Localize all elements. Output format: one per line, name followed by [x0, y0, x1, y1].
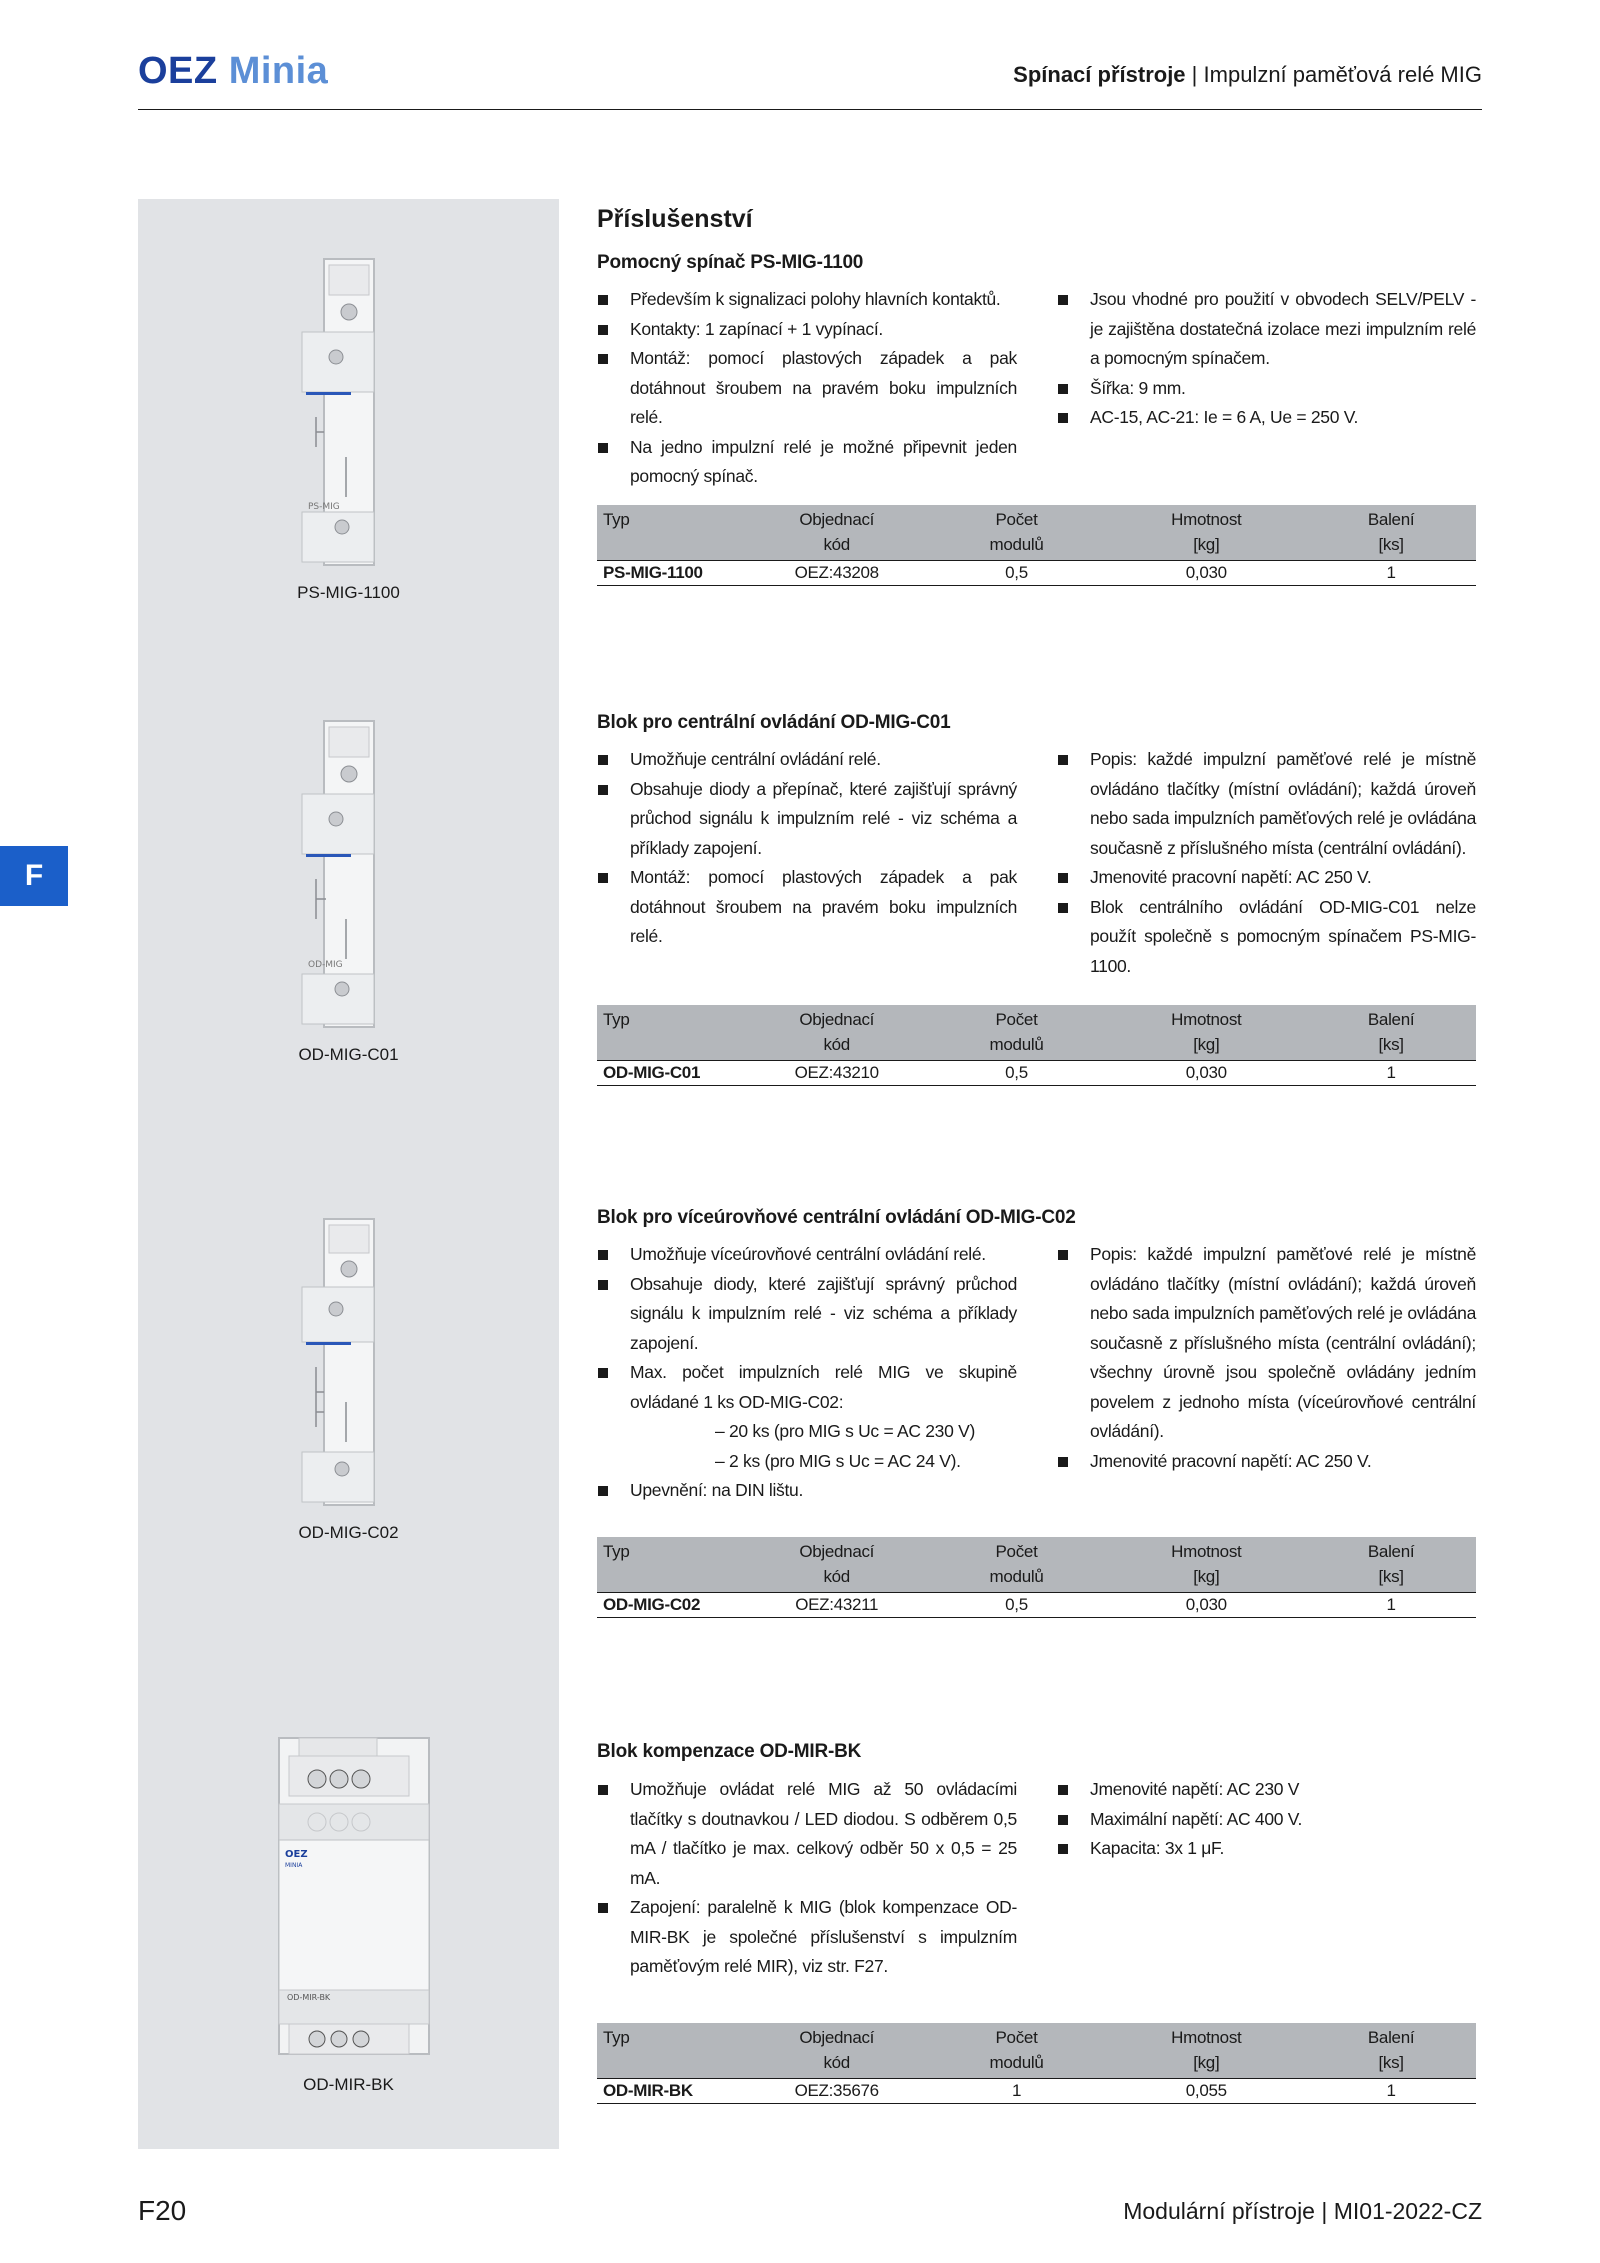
- table-header-row: [597, 2023, 1476, 2079]
- header-breadcrumb: [1013, 62, 1482, 88]
- col-kod: Objednací kód: [799, 510, 875, 554]
- bullet-item: Jsou vhodné pro použití v obvodech SELV/PELV - je zajištěna dostatečná izolace mezi impulzním relé a pomocným spínačem.: [1057, 285, 1476, 374]
- col-kod: Objednací kód: [799, 2028, 875, 2072]
- cell-kod: OEZ:35676: [747, 2079, 927, 2104]
- bullet-item: Umožňuje víceúrovňové centrální ovládání relé.: [597, 1240, 1017, 1270]
- col-pocet: Počet modulů: [989, 510, 1044, 554]
- table-row: [597, 561, 1476, 586]
- bullet-item: Jmenovité pracovní napětí: AC 250 V.: [1057, 1447, 1476, 1477]
- bullet-item: Upevnění: na DIN lištu.: [597, 1476, 1017, 1506]
- bullets-right-od-mir-bk: [1057, 1775, 1476, 1864]
- block-title-ps-mig-1100: Pomocný spínač PS-MIG-1100: [597, 252, 864, 273]
- spec-table-ps-mig-1100: [597, 505, 1476, 586]
- bullet-sub-item: – 2 ks (pro MIG s Uc = AC 24 V).: [715, 1450, 961, 1471]
- product-image-od-mig-c01: [138, 719, 559, 1065]
- bullet-item: Montáž: pomocí plastových západek a pak dotáhnout šroubem na pravém boku impulzních relé.: [597, 344, 1017, 433]
- device-mark-od-mir-bk: OD-MIR-BK: [286, 1993, 330, 2002]
- header-separator: |: [1191, 62, 1198, 87]
- bullet-item: Popis: každé impulzní paměťové relé je místně ovládáno tlačítky (místní ovládání); každá úroveň nebo sada impulzních paměťových relé je ovládána současně z příslušného místa (centrální ovládání).: [1057, 745, 1476, 863]
- section-title: Příslušenství: [597, 205, 753, 233]
- bullets-left-od-mig-c01: [597, 745, 1017, 952]
- logo-oez: OEZ: [138, 50, 218, 92]
- product-image-ps-mig-1100: [138, 257, 559, 603]
- bullet-item: Šířka: 9 mm.: [1057, 374, 1476, 404]
- table-header-row: [597, 1537, 1476, 1593]
- col-baleni: Balení [ks]: [1367, 1010, 1415, 1054]
- col-pocet: Počet modulů: [989, 1542, 1044, 1586]
- col-kod: Objednací kód: [799, 1542, 875, 1586]
- cell-kod: OEZ:43211: [747, 1593, 927, 1618]
- block-title-od-mig-c01: Blok pro centrální ovládání OD-MIG-C01: [597, 712, 951, 733]
- publication-ref: Modulární přístroje | MI01-2022-CZ: [1123, 2198, 1482, 2224]
- col-pocet: Počet modulů: [989, 2028, 1044, 2072]
- bullets-left-od-mig-c02: [597, 1240, 1017, 1506]
- table-header-row: [597, 1005, 1476, 1061]
- cell-hmotnost: 0,030: [1106, 561, 1306, 586]
- cell-baleni: 1: [1306, 561, 1476, 586]
- ps-mig-device-illustration: [294, 257, 404, 567]
- cell-kod: OEZ:43208: [747, 561, 927, 586]
- header-subcategory: Impulzní paměťová relé MIG: [1203, 62, 1482, 87]
- spec-table-od-mir-bk: [597, 2023, 1476, 2104]
- device-mark-minia: MINIA: [284, 1862, 302, 1869]
- col-baleni: Balení [ks]: [1367, 1542, 1415, 1586]
- bullet-item: Obsahuje diody, které zajišťují správný průchod signálu k impulzním relé - viz schéma a příklady zapojení.: [597, 1270, 1017, 1359]
- cell-typ: OD-MIG-C01: [597, 1061, 747, 1086]
- cell-baleni: 1: [1306, 2079, 1476, 2104]
- spec-table-od-mig-c02: [597, 1537, 1476, 1618]
- bullet-item: Blok centrálního ovládání OD-MIG-C01 nelze použít společně s pomocným spínačem PS-MIG-1100.: [1057, 893, 1476, 982]
- table-header-row: [597, 505, 1476, 561]
- bullet-item: Kapacita: 3x 1 μF.: [1057, 1834, 1476, 1864]
- bullets-left-od-mir-bk: [597, 1775, 1017, 1982]
- bullet-item: Kontakty: 1 zapínací + 1 vypínací.: [597, 315, 1017, 345]
- od-mig-c02-device-illustration: [294, 1217, 404, 1507]
- bullet-item: Umožňuje centrální ovládání relé.: [597, 745, 1017, 775]
- bullets-right-ps-mig-1100: [1057, 285, 1476, 433]
- table-row: [597, 2079, 1476, 2104]
- col-pocet: Počet modulů: [989, 1010, 1044, 1054]
- bullet-item: Zapojení: paralelně k MIG (blok kompenzace OD-MIR-BK je společné příslušenství s impulzním paměťovým relé MIR), viz str. F27.: [597, 1893, 1017, 1982]
- product-label-ps-mig-1100: PS-MIG-1100: [297, 583, 400, 602]
- od-mig-c01-device-illustration: [294, 719, 404, 1029]
- product-image-od-mig-c02: [138, 1217, 559, 1543]
- bullet-item: Jmenovité napětí: AC 230 V: [1057, 1775, 1476, 1805]
- col-typ: Typ: [603, 1542, 630, 1561]
- cell-baleni: 1: [1306, 1061, 1476, 1086]
- cell-typ: OD-MIR-BK: [597, 2079, 747, 2104]
- product-label-od-mig-c02: OD-MIG-C02: [298, 1523, 399, 1542]
- bullets-right-od-mig-c02: [1057, 1240, 1476, 1476]
- col-baleni: Balení [ks]: [1367, 510, 1415, 554]
- col-typ: Typ: [603, 2028, 630, 2047]
- device-mark-od-mig-c01: OD-MIG: [307, 960, 343, 970]
- brand-logo: [138, 50, 328, 93]
- col-kod: Objednací kód: [799, 1010, 875, 1054]
- col-hmotnost: Hmotnost [kg]: [1171, 1542, 1242, 1586]
- bullet-item: Především k signalizaci polohy hlavních kontaktů.: [597, 285, 1017, 315]
- bullet-item: Obsahuje diody a přepínač, které zajišťují správný průchod signálu k impulzním relé - viz schéma a příklady zapojení.: [597, 775, 1017, 864]
- col-baleni: Balení [ks]: [1367, 2028, 1415, 2072]
- table-row: [597, 1593, 1476, 1618]
- bullet-item: Umožňuje ovládat relé MIG až 50 ovládacími tlačítky s doutnavkou / LED diodou. S odběrem 0,5 mA / tlačítko je max. celkový odběr 50 x 0,5 = 25 mA.: [597, 1775, 1017, 1893]
- col-typ: Typ: [603, 510, 630, 529]
- bullet-item: AC-15, AC-21: Ie = 6 A, Ue = 250 V.: [1057, 403, 1476, 433]
- bullet-item: Max. počet impulzních relé MIG ve skupině ovládané 1 ks OD-MIG-C02:: [597, 1358, 1017, 1417]
- bullet-item: Jmenovité pracovní napětí: AC 250 V.: [1057, 863, 1476, 893]
- bullet-item: Na jedno impulzní relé je možné připevnit jeden pomocný spínač.: [597, 433, 1017, 492]
- cell-hmotnost: 0,030: [1106, 1061, 1306, 1086]
- cell-pocet: 1: [927, 2079, 1107, 2104]
- product-label-od-mig-c01: OD-MIG-C01: [298, 1045, 399, 1064]
- bullet-item: Popis: každé impulzní paměťové relé je místně ovládáno tlačítky (místní ovládání); každá úroveň nebo sada impulzních paměťových relé je ovládána současně z příslušného místa (centrální ovládání); všechny úrovně jsou společně ovládány jedním povelem z jednoho místa (víceúrovňové centrální ovládání).: [1057, 1240, 1476, 1447]
- col-hmotnost: Hmotnost [kg]: [1171, 2028, 1242, 2072]
- cell-typ: PS-MIG-1100: [597, 561, 747, 586]
- logo-minia: Minia: [228, 50, 329, 92]
- cell-hmotnost: 0,055: [1106, 2079, 1306, 2104]
- cell-pocet: 0,5: [927, 1593, 1107, 1618]
- product-image-od-mir-bk: [138, 1734, 559, 2095]
- header-divider: [138, 109, 1482, 110]
- cell-typ: OD-MIG-C02: [597, 1593, 747, 1618]
- bullets-right-od-mig-c01: [1057, 745, 1476, 981]
- product-label-od-mir-bk: OD-MIR-BK: [303, 2075, 394, 2094]
- col-hmotnost: Hmotnost [kg]: [1171, 510, 1242, 554]
- cell-kod: OEZ:43210: [747, 1061, 927, 1086]
- spec-table-od-mig-c01: [597, 1005, 1476, 1086]
- header-category: Spínací přístroje: [1013, 62, 1186, 87]
- od-mir-bk-device-illustration: [259, 1734, 439, 2059]
- bullet-sub-item: – 20 ks (pro MIG s Uc = AC 230 V): [715, 1421, 975, 1441]
- page-number: F20: [138, 2195, 187, 2226]
- cell-baleni: 1: [1306, 1593, 1476, 1618]
- device-mark-ps-mig: PS-MIG: [307, 502, 340, 512]
- bullets-left-ps-mig-1100: [597, 285, 1017, 492]
- cell-pocet: 0,5: [927, 561, 1107, 586]
- chapter-tab[interactable]: F: [0, 846, 68, 906]
- block-title-od-mir-bk: Blok kompenzace OD-MIR-BK: [597, 1741, 862, 1762]
- block-title-od-mig-c02: Blok pro víceúrovňové centrální ovládání OD-MIG-C02: [597, 1207, 1076, 1228]
- bullet-item: Maximální napětí: AC 400 V.: [1057, 1805, 1476, 1835]
- device-mark-oez-logo: OEZ: [284, 1849, 308, 1860]
- cell-hmotnost: 0,030: [1106, 1593, 1306, 1618]
- cell-pocet: 0,5: [927, 1061, 1107, 1086]
- table-row: [597, 1061, 1476, 1086]
- bullet-item: Montáž: pomocí plastových západek a pak dotáhnout šroubem na pravém boku impulzních relé.: [597, 863, 1017, 952]
- product-image-column: [138, 199, 559, 2149]
- col-typ: Typ: [603, 1010, 630, 1029]
- col-hmotnost: Hmotnost [kg]: [1171, 1010, 1242, 1054]
